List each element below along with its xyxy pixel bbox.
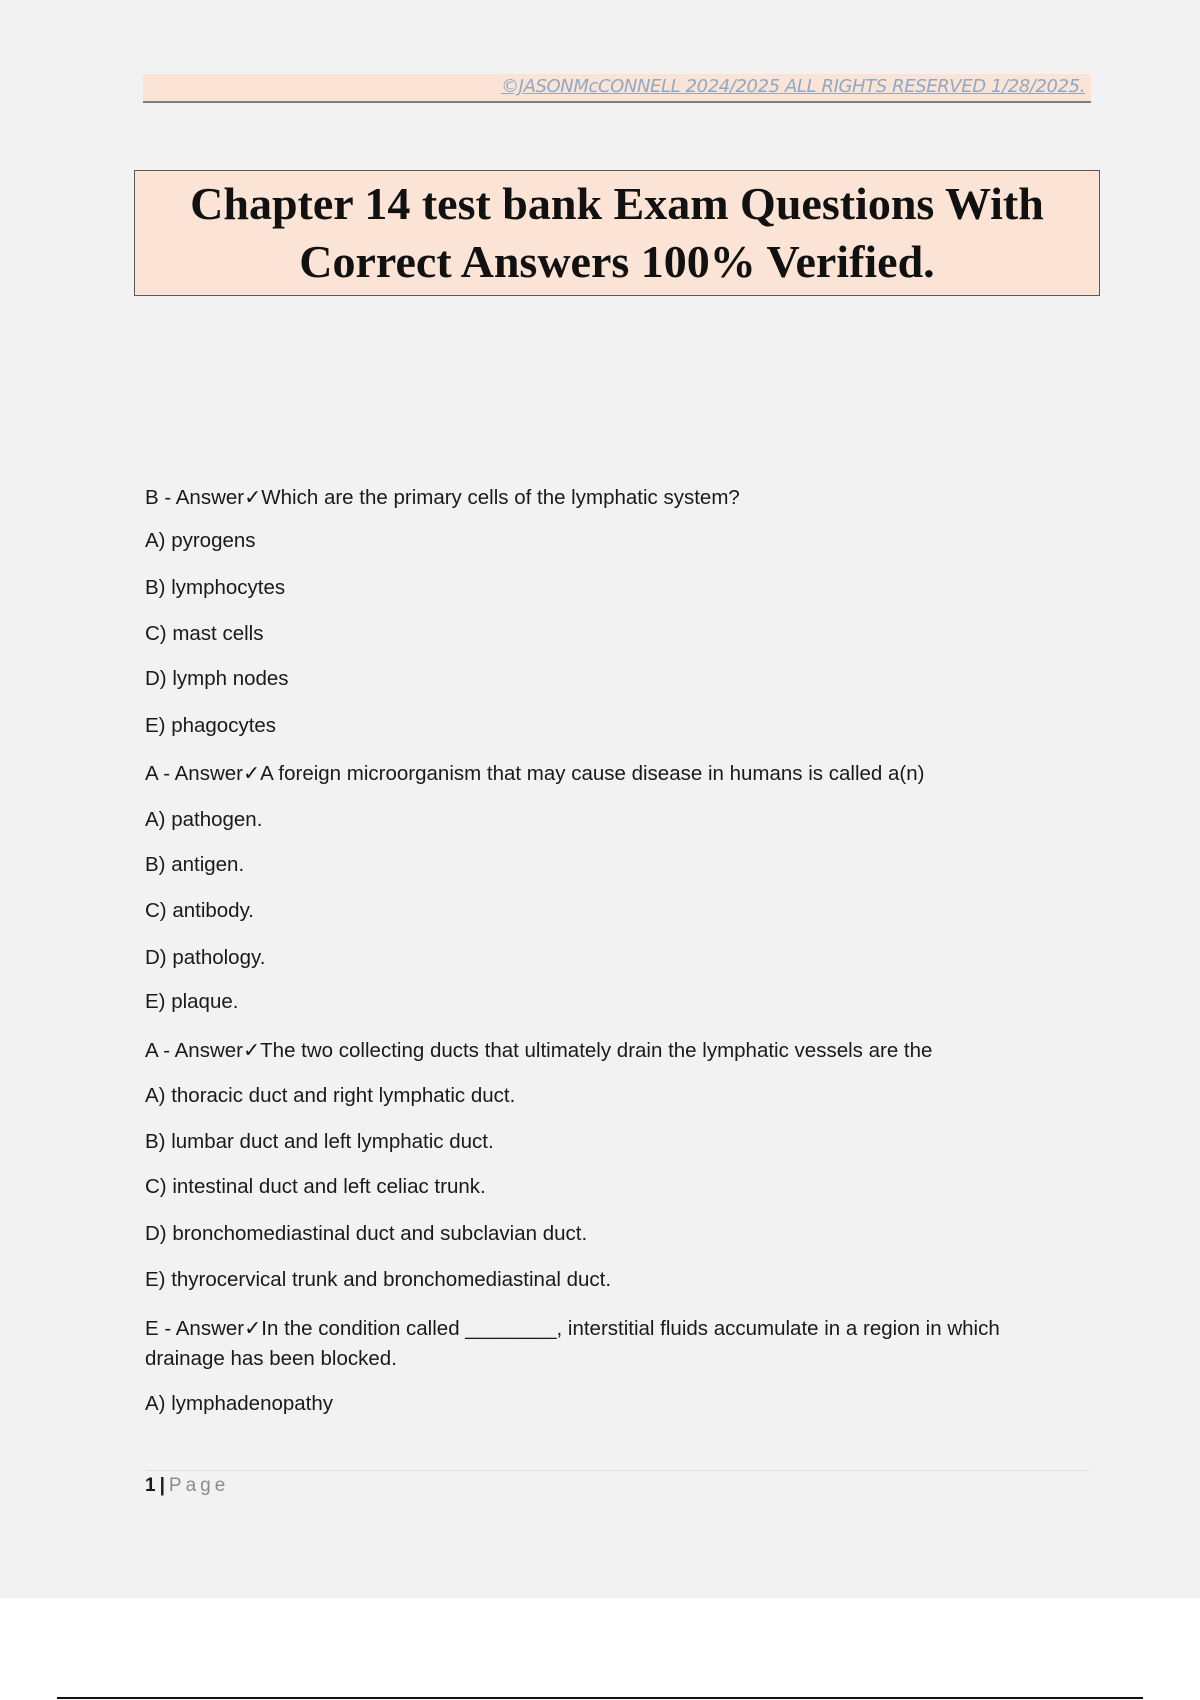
- answer-option: D) pathology.: [145, 946, 266, 969]
- question-stem: B - Answer✓Which are the primary cells of the lymphatic system?: [145, 486, 740, 509]
- page-number: 1: [145, 1475, 156, 1496]
- page-footer: [145, 1474, 229, 1498]
- answer-option: A) pathogen.: [145, 808, 263, 831]
- title-line-2: Correct Answers 100% Verified.: [299, 236, 935, 287]
- question-stem: A - Answer✓The two collecting ducts that ultimately drain the lymphatic vessels are the: [145, 1039, 933, 1062]
- document-title: [190, 175, 1044, 291]
- answer-option: C) intestinal duct and left celiac trunk.: [145, 1175, 486, 1198]
- answer-option: B) antigen.: [145, 853, 245, 876]
- answer-option: B) lumbar duct and left lymphatic duct.: [145, 1130, 494, 1153]
- answer-option: A) pyrogens: [145, 529, 256, 552]
- answer-option: E) phagocytes: [145, 714, 277, 737]
- answer-option: C) antibody.: [145, 899, 255, 922]
- answer-option: C) mast cells: [145, 622, 264, 645]
- footer-rule: [145, 1470, 1090, 1471]
- answer-option: D) bronchomediastinal duct and subclavian duct.: [145, 1222, 588, 1245]
- page-separator: |: [159, 1475, 165, 1496]
- answer-option: A) lymphadenopathy: [145, 1392, 334, 1415]
- answer-option: D) lymph nodes: [145, 667, 289, 690]
- header-band: [143, 74, 1091, 103]
- answer-option: B) lymphocytes: [145, 576, 286, 599]
- title-box: [134, 170, 1100, 296]
- page-label: Page: [168, 1475, 230, 1496]
- answer-option: E) thyrocervical trunk and bronchomediastinal duct.: [145, 1268, 612, 1291]
- answer-option: A) thoracic duct and right lymphatic duct.: [145, 1084, 516, 1107]
- question-stem: A - Answer✓A foreign microorganism that may cause disease in humans is called a(n): [145, 762, 925, 785]
- title-line-1: Chapter 14 test bank Exam Questions With: [190, 178, 1044, 229]
- answer-option: E) plaque.: [145, 990, 239, 1013]
- bottom-rule: [57, 1697, 1143, 1699]
- question-stem: E - Answer✓In the condition called ________, interstitial fluids accumulate in a region in which drainage has been blocked.: [145, 1317, 1000, 1370]
- copyright-header: ©JASONMcCONNELL 2024/2025 ALL RIGHTS RESERVED 1/28/2025.: [501, 76, 1085, 97]
